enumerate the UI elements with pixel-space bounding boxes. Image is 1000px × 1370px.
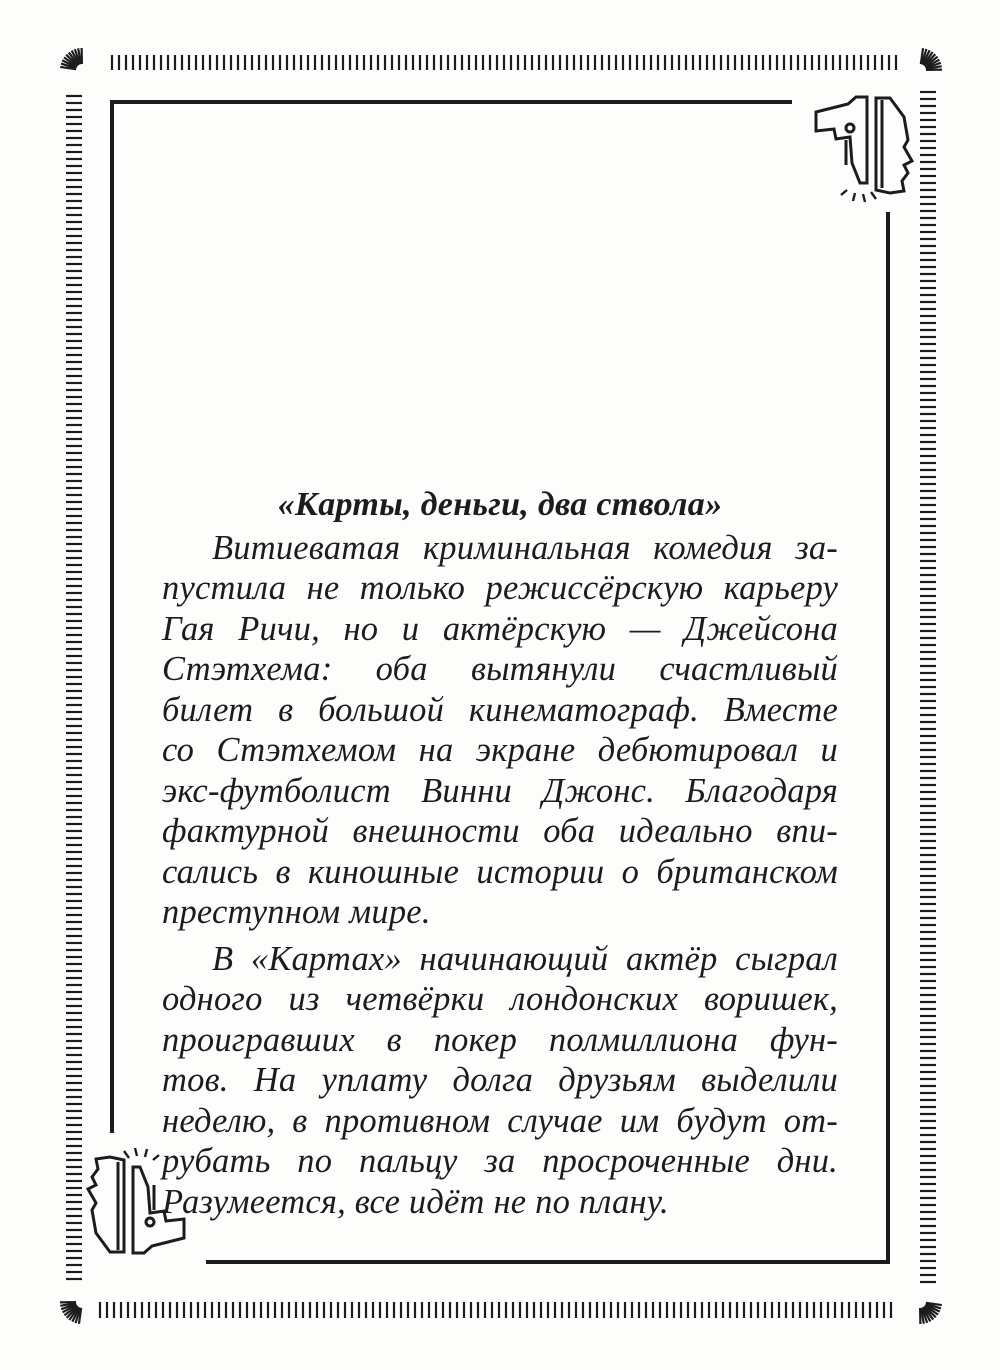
head-and-gun-icon bbox=[816, 97, 912, 202]
text-line: преступном мире. bbox=[162, 893, 431, 931]
text-line: В «Картах» начинающий актёр сыграл bbox=[212, 939, 838, 978]
text-line: одного из четвёрки лондонских воришек, bbox=[162, 980, 838, 1018]
paragraph-1 bbox=[162, 528, 838, 933]
text-line: пустила не только режиссёрскую карьеру bbox=[162, 569, 838, 607]
text-line: сались в киношные истории о британском bbox=[162, 852, 838, 891]
text-line: Гая Ричи, но и актёрскую — Джейсона bbox=[162, 609, 838, 648]
paragraph-2 bbox=[162, 939, 838, 1223]
article-text bbox=[162, 485, 838, 1222]
text-line: со Стэтхемом на экране дебютировал и bbox=[162, 731, 838, 769]
article-title: «Карты, деньги, два ствола» bbox=[277, 486, 723, 523]
text-line: билет в большой кинематограф. Вместе bbox=[162, 690, 838, 729]
text-line: тов. На уплату долга друзьям выделили bbox=[162, 1061, 838, 1099]
text-line: Разумеется, все идёт не по плану. bbox=[162, 1182, 669, 1221]
text-line: рубать по пальцу за просроченные дни. bbox=[162, 1142, 838, 1180]
text-line: Стэтхема: оба вытянули счастливый bbox=[162, 650, 838, 688]
text-line: Витиеватая криминальная комедия за- bbox=[212, 528, 838, 567]
text-line: экс-футболист Винни Джонс. Благодаря bbox=[162, 771, 838, 810]
text-line: неделю, в противном случае им будут от- bbox=[162, 1101, 838, 1140]
text-line: проигравших в покер полмиллиона фун- bbox=[162, 1020, 838, 1059]
text-line: фактурной внешности оба идеально впи- bbox=[162, 812, 838, 850]
